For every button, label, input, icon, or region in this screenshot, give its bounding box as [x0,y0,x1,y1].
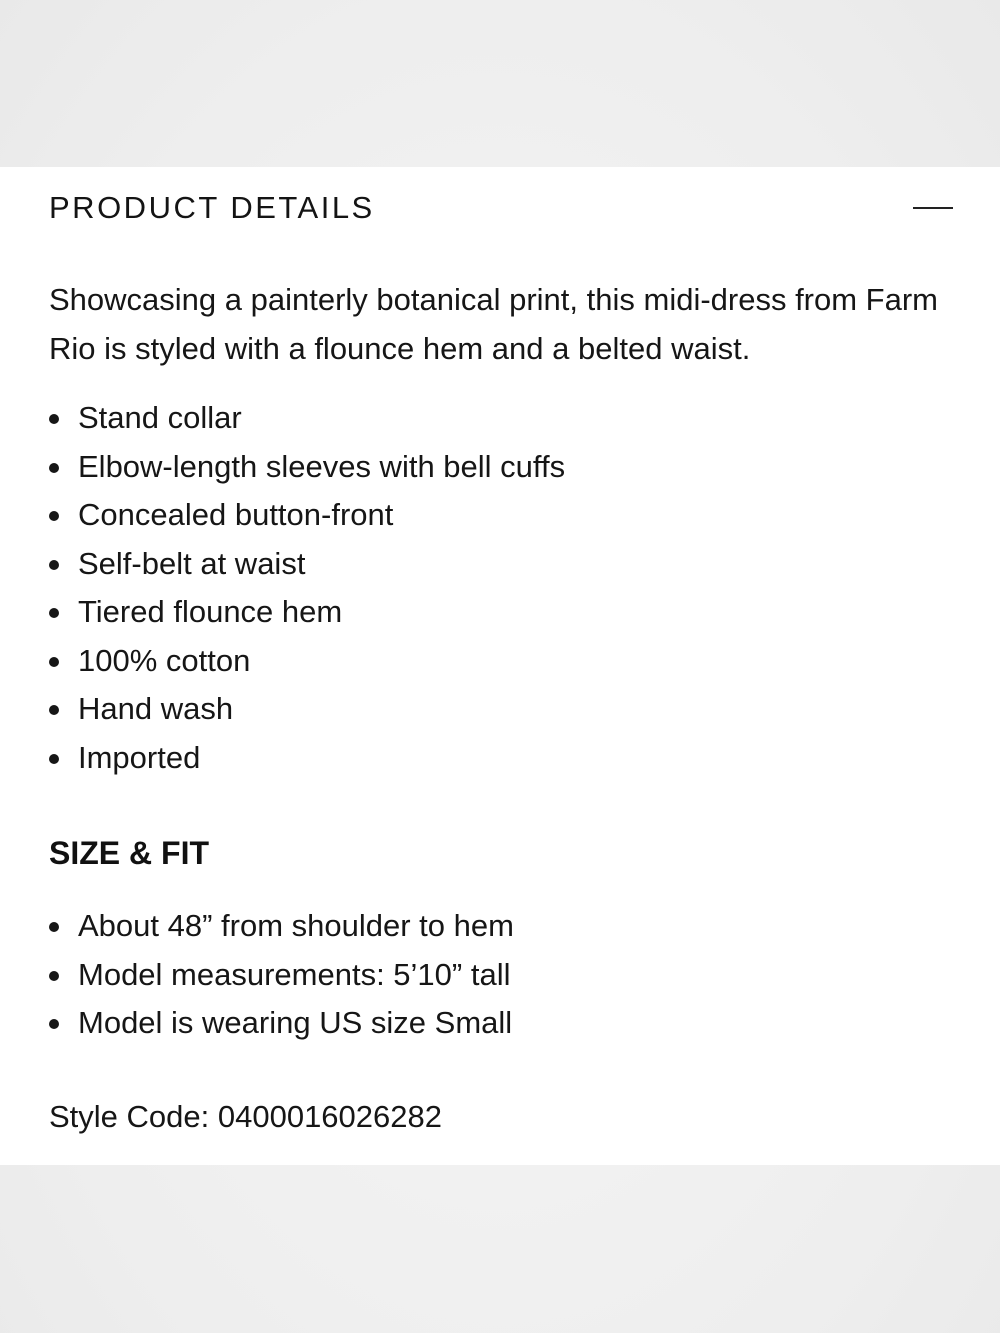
bullet-icon [49,657,59,667]
list-item: Elbow-length sleeves with bell cuffs [49,443,949,492]
size-fit-list [49,902,949,1048]
list-item: Concealed button-front [49,491,949,540]
bullet-icon [49,414,59,424]
size-fit-heading: SIZE & FIT [49,835,209,871]
list-item: Tiered flounce hem [49,588,949,637]
bullet-icon [49,705,59,715]
bullet-icon [49,511,59,521]
product-description: Showcasing a painterly botanical print, this midi-dress from Farm Rio is styled with a flounce hem and a belted waist. [49,282,939,366]
style-code: Style Code: 0400016026282 [49,1099,442,1134]
list-item: 100% cotton [49,637,949,686]
collapse-button[interactable] [913,193,953,223]
list-item: Model is wearing US size Small [49,999,949,1048]
minus-icon [913,207,953,209]
list-item: Self-belt at waist [49,540,949,589]
bullet-icon [49,1019,59,1029]
product-details-list [49,394,949,782]
bullet-icon [49,922,59,932]
bullet-icon [49,560,59,570]
list-item: Hand wash [49,685,949,734]
product-details-title: PRODUCT DETAILS [49,190,375,225]
list-item: Stand collar [49,394,949,443]
list-item: About 48” from shoulder to hem [49,902,949,951]
list-item: Model measurements: 5’10” tall [49,951,949,1000]
bullet-icon [49,754,59,764]
bullet-icon [49,463,59,473]
product-details-accordion-header[interactable] [49,188,953,228]
list-item: Imported [49,734,949,783]
bullet-icon [49,608,59,618]
bullet-icon [49,971,59,981]
